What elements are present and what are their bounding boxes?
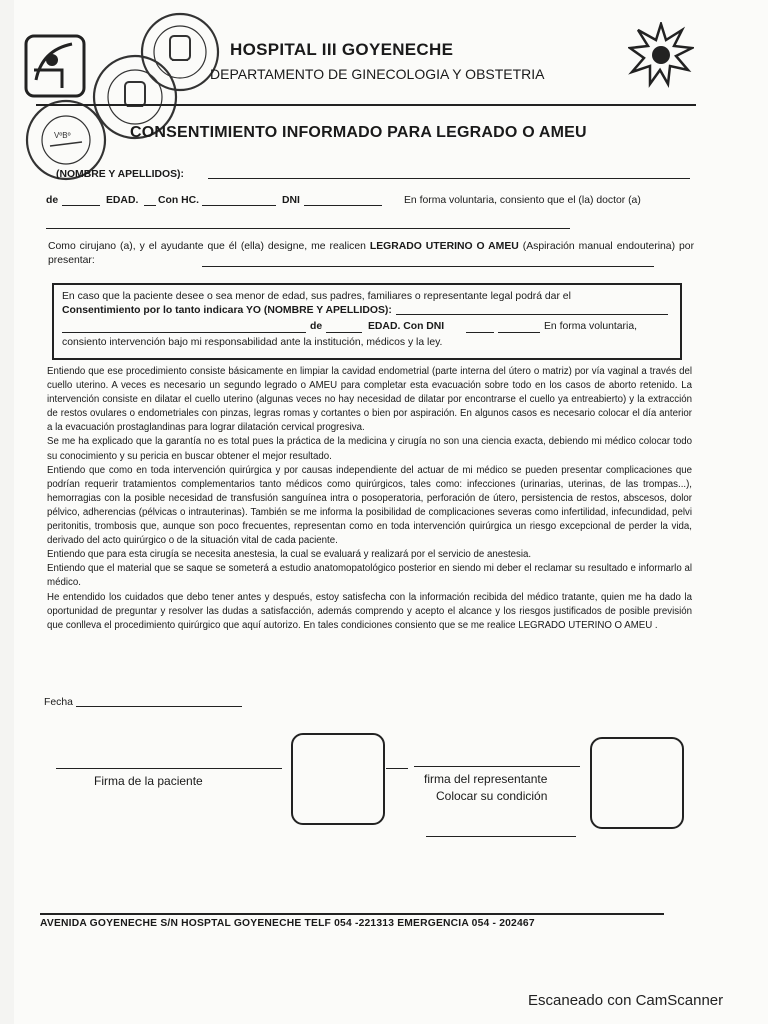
doctor-field[interactable] — [46, 228, 570, 229]
paragraph-complications: Entiendo que como en toda intervención quirúrgica y por causas independiente del actuar de mi médico se pueden presentar complicaciones que podrían requerir tratamientos complementarios tanto médicos como quirúrgicos, tales como: infecciones (urinarias, uterinas, de las trompas...), hemorragias con la posible necesidad de transfusión sanguínea intra o posoperatoria, perforación de útero, persistencia de restos, abscesos, dolor pélvico, adherencias (pélvicas o intrauterinas). También se me informa la posibilidad de complicaciones severas como infertilidad, infecundidad, pelvi peritonitis, trombosis que, aunque son poco frecuentes, representan como en toda intervención quirúrgica un riesgo excepcional de perder la vida, derivado del acto quirúrgico o de la situación vital de cada paciente. — [47, 464, 692, 547]
guardian-line-4: consiento intervención bajo mi responsabilidad ante la institución, médicos y la ley. — [62, 337, 443, 348]
hospital-name: HOSPITAL III GOYENECHE — [230, 40, 454, 59]
hc-label: Con HC. — [158, 195, 199, 206]
camscanner-watermark: Escaneado con CamScanner — [528, 992, 724, 1009]
guardian-dni-field[interactable] — [498, 332, 540, 333]
surgeon-text: Como cirujano (a), y el ayudante que él (ella) designe, me realicen — [48, 241, 366, 252]
guardian-line-2: Consentimiento por lo tanto indicara YO (NOMBRE Y APELLIDOS): — [62, 305, 392, 316]
diagnosis-field[interactable] — [202, 266, 654, 267]
header-divider — [36, 104, 696, 106]
paragraph-guarantee: Se me ha explicado que la garantía no es total pues la práctica de la medicina y cirugía no son una ciencia exacta, debiendo mi médico colocar todo su conocimiento y su pericia en buscar obtener el mejor resultado. — [47, 436, 692, 462]
guardian-de-field[interactable] — [326, 332, 362, 333]
guardian-voluntaria: En forma voluntaria, — [544, 321, 637, 332]
surgeon-paragraph — [48, 240, 694, 268]
paragraph-procedure: Entiendo que ese procedimiento consiste básicamente en limpiar la cavidad endometrial (parte interna del útero o matriz) por vía vaginal a través del cuello uterino. A veces es necesario un segundo legrado o AMEU para completar esta evacuación sobre todo en los casos de aborto retenido. La intervención consiste en dilatar el cuello uterino (algunas veces no hay necesidad de dilatar por encontrarse el cuello ya entreabierto) y la extracción de restos ovulares o endometriales con pinzas, legras romas y cortantes o bien por aspiración. En algunos casos es necesario colocar el día anterior a la evacuación prostaglandinas para lograr dilatación cervical progresiva. — [47, 366, 692, 434]
name-field[interactable] — [208, 178, 690, 179]
svg-text:VºBº: VºBº — [54, 131, 71, 140]
document-title: CONSENTIMIENTO INFORMADO PARA LEGRADO O AMEU — [130, 124, 587, 141]
paragraph-anesthesia: Entiendo que para esta cirugía se necesita anestesia, la cual se evaluará y realizará por el servicio de anestesia. — [47, 549, 532, 561]
fecha-field[interactable] — [76, 706, 242, 707]
aspiracion-text: (Aspiración manual endouterina) por presentar: — [48, 241, 695, 266]
guardian-de-label: de — [310, 321, 323, 332]
hospital-logo-icon — [22, 30, 90, 102]
dni-label: DNI — [282, 195, 300, 206]
department-name: DEPARTAMENTO DE GINECOLOGIA Y OBSTETRIA — [210, 66, 545, 82]
paragraph-pathology: Entiendo que el material que se saque se someterá a estudio anatomopatológico posterior en siendo mi deber el reclamar su resultado e informarlo al médico. — [47, 563, 692, 589]
representative-signature-label: firma del representante — [424, 772, 548, 786]
dni-field[interactable] — [304, 205, 382, 206]
guardian-name-field[interactable] — [396, 314, 668, 315]
voluntaria-text: En forma voluntaria, consiento que el (la) doctor (a) — [404, 195, 641, 206]
guardian-line-1: En caso que la paciente desee o sea menor de edad, sus padres, familiares o representante legal podrá dar el — [62, 291, 571, 302]
condition-label: Colocar su condición — [436, 789, 548, 803]
signature-dash — [386, 768, 408, 769]
patient-signature-label: Firma de la paciente — [94, 774, 203, 788]
guardian-edad-field[interactable] — [466, 332, 494, 333]
condition-field[interactable] — [426, 836, 576, 837]
de-label: de — [46, 195, 59, 206]
hc-field[interactable] — [202, 205, 276, 206]
representative-signature-line[interactable] — [414, 766, 580, 767]
consent-body — [47, 365, 692, 633]
guardian-edad-label: EDAD. Con DNI — [368, 321, 445, 332]
edad-label: EDAD. — [106, 195, 139, 206]
edad-field[interactable] — [144, 205, 156, 206]
de-field[interactable] — [62, 205, 100, 206]
guardian-name-field-2[interactable] — [62, 332, 306, 333]
footer-divider — [40, 913, 664, 915]
name-label: (NOMBRE Y APELLIDOS): — [56, 169, 184, 180]
representative-fingerprint-box[interactable] — [590, 737, 684, 829]
patient-fingerprint-box[interactable] — [291, 733, 385, 825]
patient-signature-line[interactable] — [56, 768, 282, 769]
procedure-name: LEGRADO UTERINO O AMEU — [369, 241, 519, 252]
fecha-label: Fecha — [44, 697, 73, 708]
department-emblem-icon — [628, 22, 694, 88]
paragraph-understanding: He entendido los cuidados que debo tener antes y después, estoy satisfecha con la información recibida del médico tratante, quien me ha dado la oportunidad de preguntar y resolver las dudas a satisfacción, además comprendo y acepto el alcance y los riesgos justificados de posible previsión que conlleva el procedimiento quirúrgico que aquí autorizo. En tales condiciones consiento que se me realice LEGRADO UTERINO O AMEU . — [47, 591, 692, 631]
footer-address: AVENIDA GOYENECHE S/N HOSPTAL GOYENECHE TELF 054 -221313 EMERGENCIA 054 - 202467 — [40, 918, 535, 929]
